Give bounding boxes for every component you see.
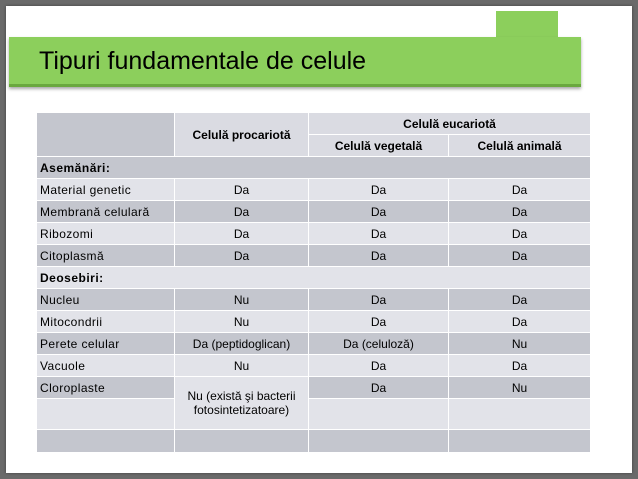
header-vegetala: Celulă vegetală <box>309 135 449 157</box>
cell-procariota: Da <box>175 223 309 245</box>
table-row <box>37 289 591 311</box>
row-label: Nucleu <box>37 289 175 311</box>
empty-cell <box>37 430 175 453</box>
section-differences: Deosebiri: <box>37 267 591 289</box>
slide-title: Tipuri fundamentale de celule <box>39 47 367 75</box>
row-label: Mitocondrii <box>37 311 175 333</box>
cell-procariota: Nu <box>175 311 309 333</box>
header-corner <box>37 113 175 157</box>
empty-cell <box>449 430 591 453</box>
cell-vegetala: Da <box>309 179 449 201</box>
cell-procariota: Da <box>175 179 309 201</box>
cell-procariota: Da <box>175 201 309 223</box>
table-row <box>37 430 591 453</box>
cell-vegetala: Da (celuloză) <box>309 333 449 355</box>
cell-animala: Da <box>449 201 591 223</box>
row-label: Vacuole <box>37 355 175 377</box>
table-row <box>37 377 591 399</box>
table-row <box>37 245 591 267</box>
table-row <box>37 399 591 430</box>
empty-cell <box>309 430 449 453</box>
header-animala: Celulă animală <box>449 135 591 157</box>
header-procariota: Celulă procariotă <box>175 113 309 157</box>
empty-cell <box>309 399 449 430</box>
row-label: Material genetic <box>37 179 175 201</box>
row-label: Citoplasmă <box>37 245 175 267</box>
cell-animala: Da <box>449 179 591 201</box>
row-label: Cloroplaste <box>37 377 175 399</box>
table-row <box>37 179 591 201</box>
table-row <box>37 223 591 245</box>
cell-types-table <box>36 112 591 453</box>
slide <box>6 6 632 473</box>
row-label: Membrană celulară <box>37 201 175 223</box>
row-label: Ribozomi <box>37 223 175 245</box>
section-similarities: Asemănări: <box>37 157 591 179</box>
cell-vegetala: Da <box>309 311 449 333</box>
cell-procariota: Nu <box>175 289 309 311</box>
cell-animala: Nu <box>449 333 591 355</box>
cell-procariota: Da <box>175 245 309 267</box>
cell-animala: Da <box>449 355 591 377</box>
table-row <box>37 311 591 333</box>
cell-procariota: Nu <box>175 355 309 377</box>
cell-animala: Da <box>449 289 591 311</box>
cell-animala: Da <box>449 311 591 333</box>
row-label: Perete celular <box>37 333 175 355</box>
empty-cell <box>175 430 309 453</box>
cell-vegetala: Da <box>309 201 449 223</box>
cell-vegetala: Da <box>309 223 449 245</box>
header-eucariota: Celulă eucariotă <box>309 113 591 135</box>
cell-animala: Da <box>449 223 591 245</box>
cell-procariota: Nu (există şi bacterii fotosintetizatoare) <box>175 377 309 430</box>
empty-cell <box>449 399 591 430</box>
cell-animala: Da <box>449 245 591 267</box>
cell-vegetala: Da <box>309 245 449 267</box>
table-row <box>37 355 591 377</box>
cell-vegetala: Da <box>309 355 449 377</box>
cell-animala: Nu <box>449 377 591 399</box>
cell-procariota: Da (peptidoglican) <box>175 333 309 355</box>
cell-vegetala: Da <box>309 289 449 311</box>
table-row <box>37 201 591 223</box>
table-row <box>37 333 591 355</box>
empty-cell <box>37 399 175 430</box>
cell-vegetala: Da <box>309 377 449 399</box>
